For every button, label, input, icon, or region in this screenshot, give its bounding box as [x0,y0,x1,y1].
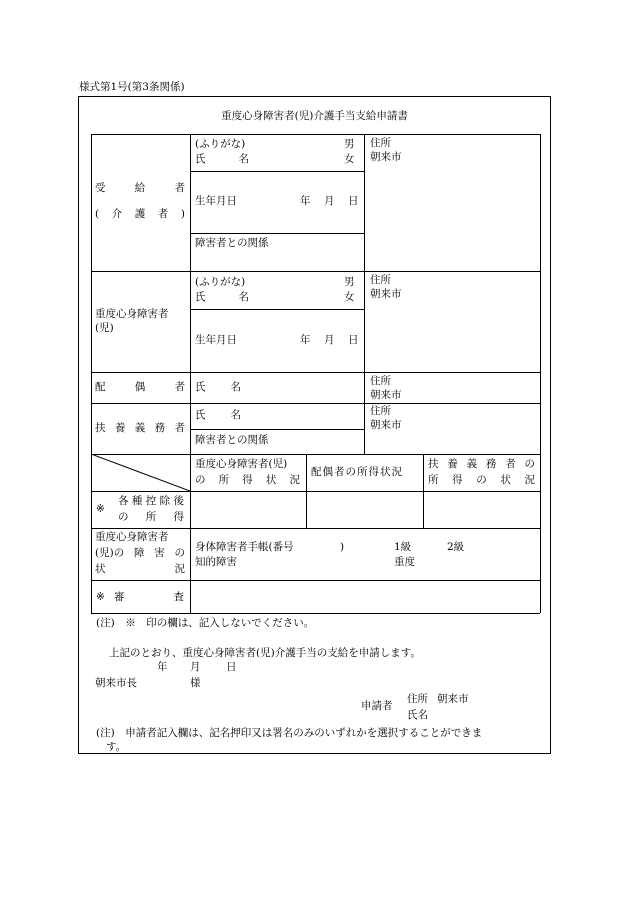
declaration: 上記のとおり、重度心身障害者(児)介護手当の支給を申請します。 [109,647,421,659]
recipient-birth-month: 月 [324,195,335,207]
recipient-birth-day: 日 [348,195,359,207]
disabled-female: 女 [344,291,355,303]
disabled-furigana: (ふりがな) [195,276,246,288]
disability-label-line1: 重度心身障害者 [95,531,169,543]
note-2-line2: す。 [106,741,127,753]
income-col1-line2: の 所 得 状 況 [195,474,300,486]
spouse-label: 配 偶 者 [95,381,185,393]
intellectual-disability: 知的障害 [195,556,237,568]
form-number: 様式第1号(第3条関係) [79,81,185,93]
spouse-name-label: 氏 名 [195,381,241,393]
note-2-line1: (注) 申請者記入欄は、記名押印又は署名のみのいずれかを選択することができま [96,727,483,739]
dependent-address-label: 住所 [370,405,391,417]
applicant-address-label: 住所 [407,693,428,705]
review-label: 審 査 [114,591,184,603]
disabled-birth-day: 日 [348,334,359,346]
recipient-address-label: 住所 [370,137,391,149]
severe-label: 重度 [394,556,415,568]
date-day: 日 [226,661,237,673]
income-col1-line1: 重度心身障害者(児) [195,458,288,470]
spouse-address-label: 住所 [370,375,391,387]
disabled-birth-label: 生年月日 [195,334,237,346]
diagonal-line [91,454,190,491]
recipient-sub-label: ( 介 護 者 ) [95,208,185,220]
recipient-birth-year: 年 [300,195,311,207]
form-title: 重度心身障害者(児)介護手当支給申請書 [221,110,408,122]
recipient-birth-label: 生年月日 [195,195,237,207]
disabled-name-label: 氏 名 [195,291,249,303]
recipient-female: 女 [344,153,355,165]
dependent-name-label: 氏 名 [195,409,241,421]
dependent-relation-label: 障害者との関係 [195,434,269,446]
disabled-birth-month: 月 [324,334,335,346]
disabled-male: 男 [344,276,355,288]
income-row-line1: 各 種 控 除 後 [118,495,184,507]
disability-label-line2: (児)の 障 害 の [95,547,185,559]
recipient-male: 男 [344,138,355,150]
disability-label-line3: 状 況 [95,563,185,575]
recipient-city: 朝来市 [370,151,402,163]
date-month: 月 [190,661,201,673]
review-mark: ※ [96,591,105,603]
applicant-label: 申請者 [361,700,393,712]
dependent-label: 扶 養 義 務 者 [95,422,185,434]
handbook-label: 身体障害者手帳(番号 [195,541,294,553]
dependent-city: 朝来市 [370,419,402,431]
applicant-city: 朝来市 [437,693,469,705]
recipient-relation-label: 障害者との関係 [195,237,269,249]
disabled-birth-year: 年 [300,334,311,346]
grade-1: 1級 [394,541,412,553]
disabled-city: 朝来市 [370,288,402,300]
income-col2: 配偶者の所得状況 [311,466,403,478]
disabled-label-line2: (児) [95,322,114,334]
sama-label: 様 [190,677,201,689]
date-year: 年 [157,661,168,673]
applicant-name-label: 氏名 [407,709,428,721]
income-col3-line2: 所 得 の 状 況 [428,474,535,486]
note-1: (注) ※ 印の欄は、記入しないでください。 [96,617,315,629]
income-col3-line1: 扶 養 義 務 者 の [428,458,535,470]
mayor-label: 朝来市長 [95,677,137,689]
recipient-label: 受 給 者 [95,182,185,194]
income-row-line2: の 所 得 [118,511,184,523]
recipient-furigana: (ふりがな) [195,138,246,150]
spouse-city: 朝来市 [370,389,402,401]
handbook-close: ) [340,541,345,553]
income-row-mark: ※ [96,503,105,515]
disabled-label-line1: 重度心身障害者 [95,308,169,320]
disabled-address-label: 住所 [370,274,391,286]
grade-2: 2級 [447,541,465,553]
recipient-name-label: 氏 名 [195,153,249,165]
